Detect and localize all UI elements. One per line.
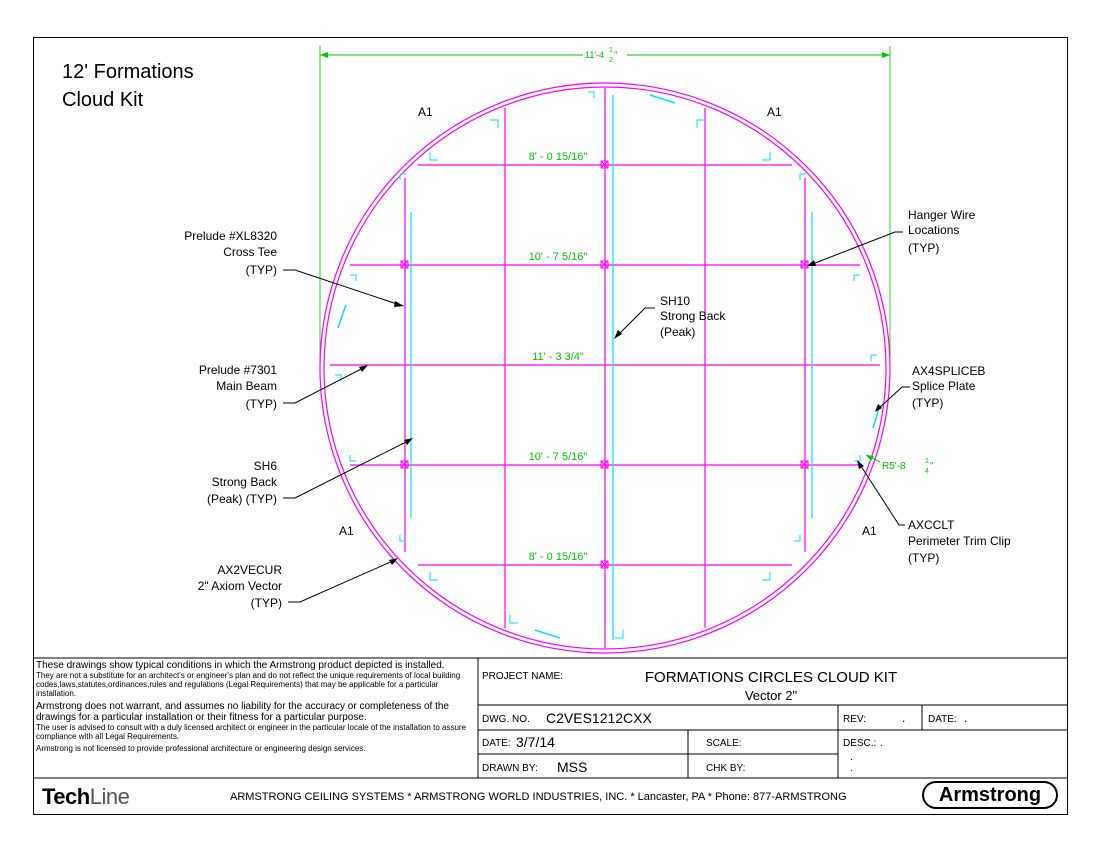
callout-sh6 xyxy=(207,459,278,506)
callout-splice-3: (TYP) xyxy=(912,396,944,410)
rev-value: . xyxy=(902,711,906,725)
project-name-line1: FORMATIONS CIRCLES CLOUD KIT xyxy=(644,669,898,686)
dwg-no-value: C2VES1212CXX xyxy=(546,710,652,726)
techline-logo-b: Line xyxy=(89,784,130,809)
callout-splice xyxy=(912,364,985,410)
radius-main: R5'-8 xyxy=(882,461,906,472)
callout-hanger xyxy=(908,208,976,255)
desc-label: DESC.: xyxy=(843,738,877,749)
overall-width-den: 2 xyxy=(609,57,613,64)
callout-splice-1: AX4SPLICEB xyxy=(912,364,986,378)
callout-cross-tee xyxy=(184,229,277,277)
disclaimer xyxy=(36,660,476,756)
callout-sh6-3: (Peak) (TYP) xyxy=(206,492,277,506)
techline-logo xyxy=(42,784,129,810)
area-label-bottom-left: A1 xyxy=(339,524,354,538)
callout-hanger-1: Hanger Wire xyxy=(908,208,976,222)
project-name-label: PROJECT NAME: xyxy=(482,671,563,682)
radius-den: 4 xyxy=(925,468,929,475)
callout-sh6-2: Strong Back xyxy=(211,475,277,489)
dimension-bottom: 8' - 0 15/16" xyxy=(528,551,588,563)
callout-cross-tee-2: Cross Tee xyxy=(223,245,277,259)
callout-trim-clip-3: (TYP) xyxy=(908,551,940,565)
callout-sh10 xyxy=(660,294,726,339)
dimension-lower: 10' - 7 5/16" xyxy=(528,451,588,463)
callout-trim-clip-1: AXCCLT xyxy=(908,518,955,532)
callout-sh6-1: SH6 xyxy=(253,459,277,473)
disclaimer-p1-big: These drawings show typical conditions in which the Armstrong product depicted is installed. xyxy=(36,660,445,671)
project-name-line2: Vector 2" xyxy=(744,688,798,703)
techline-logo-a: Tech xyxy=(42,784,90,809)
overall-width-num: 1 xyxy=(609,47,613,54)
date-value: 3/7/14 xyxy=(516,734,555,750)
callout-hanger-2: Locations xyxy=(908,223,960,237)
area-label-bottom-right: A1 xyxy=(862,524,877,538)
date2-label: DATE: xyxy=(928,714,957,725)
radius-unit: " xyxy=(930,461,934,472)
disclaimer-p1-small: They are not a substitute for an architect's or engineer's plan and do not reflect the unique requirements of local building codes,laws,statutes,ordinances,rules and regulations (Legal Requirements) that may be applicable for a particular installation. xyxy=(36,671,461,698)
date2-value: . xyxy=(964,711,968,725)
callout-axiom-1: AX2VECUR xyxy=(217,563,282,577)
overall-width-main: 11'-4 xyxy=(585,50,605,60)
desc-line-1: . xyxy=(880,738,883,749)
dwg-no-label: DWG. NO. xyxy=(482,714,530,725)
overall-width-unit: " xyxy=(614,50,618,60)
callout-trim-clip xyxy=(908,518,1011,565)
dimension-top: 8' - 0 15/16" xyxy=(528,151,588,163)
drawn-by-label: DRAWN BY: xyxy=(482,763,538,774)
callout-sh10-1: SH10 xyxy=(660,294,691,308)
callout-main-beam-1: Prelude #7301 xyxy=(198,363,277,377)
callout-sh10-3: (Peak) xyxy=(660,325,696,339)
callout-axiom xyxy=(198,563,283,610)
leader-lines xyxy=(283,232,910,602)
rev-label: REV: xyxy=(843,714,866,725)
disclaimer-p2-small: The user is advised to consult with a duly licensed architect or engineer in the particular locale of the installation to assure compliance with all Legal Requirements. xyxy=(36,723,467,741)
callout-main-beam xyxy=(199,363,277,411)
dimension-middle: 11' - 3 3/4" xyxy=(532,351,584,363)
callout-hanger-3: (TYP) xyxy=(908,241,940,255)
callout-axiom-2: 2" Axiom Vector xyxy=(197,579,282,593)
callout-cross-tee-3: (TYP) xyxy=(245,263,277,277)
strong-backs xyxy=(411,95,812,640)
drawn-by-value: MSS xyxy=(557,759,588,775)
dimension-upper: 10' - 7 5/16" xyxy=(528,251,588,263)
callout-trim-clip-2: Perimeter Trim Clip xyxy=(908,534,1011,548)
splice-plates xyxy=(338,95,880,638)
chk-by-label: CHK BY: xyxy=(706,763,746,774)
callout-cross-tee-1: Prelude #XL8320 xyxy=(184,229,277,243)
title-line2: Cloud Kit xyxy=(62,89,144,111)
area-label-top-right: A1 xyxy=(767,105,782,119)
callout-main-beam-2: Main Beam xyxy=(216,379,277,393)
company-footer: ARMSTRONG CEILING SYSTEMS * ARMSTRONG WORLD INDUSTRIES, INC. * Lancaster, PA * Phone: 877-ARMSTRONG xyxy=(230,791,847,803)
radius-num: 1 xyxy=(925,458,929,465)
disclaimer-p3: Armstrong is not licensed to provide professional architecture or engineering design services. xyxy=(36,744,366,753)
radius-dimension xyxy=(866,455,880,462)
title-line1: 12' Formations xyxy=(62,61,194,83)
armstrong-logo: Armstrong xyxy=(922,781,1058,809)
callout-sh10-2: Strong Back xyxy=(660,309,726,323)
desc-line-3: . xyxy=(850,763,853,774)
scale-label: SCALE: xyxy=(706,738,742,749)
area-label-top-left: A1 xyxy=(418,105,433,119)
callout-axiom-3: (TYP) xyxy=(250,596,282,610)
callout-splice-2: Splice Plate xyxy=(912,379,976,393)
callout-main-beam-3: (TYP) xyxy=(245,397,277,411)
date-label: DATE: xyxy=(482,738,511,749)
desc-line-2: . xyxy=(850,752,853,763)
disclaimer-p2-big: Armstrong does not warrant, and assumes no liability for the accuracy or completeness of the drawings for a particular installation or their fitness for a particular purpose. xyxy=(36,701,449,723)
